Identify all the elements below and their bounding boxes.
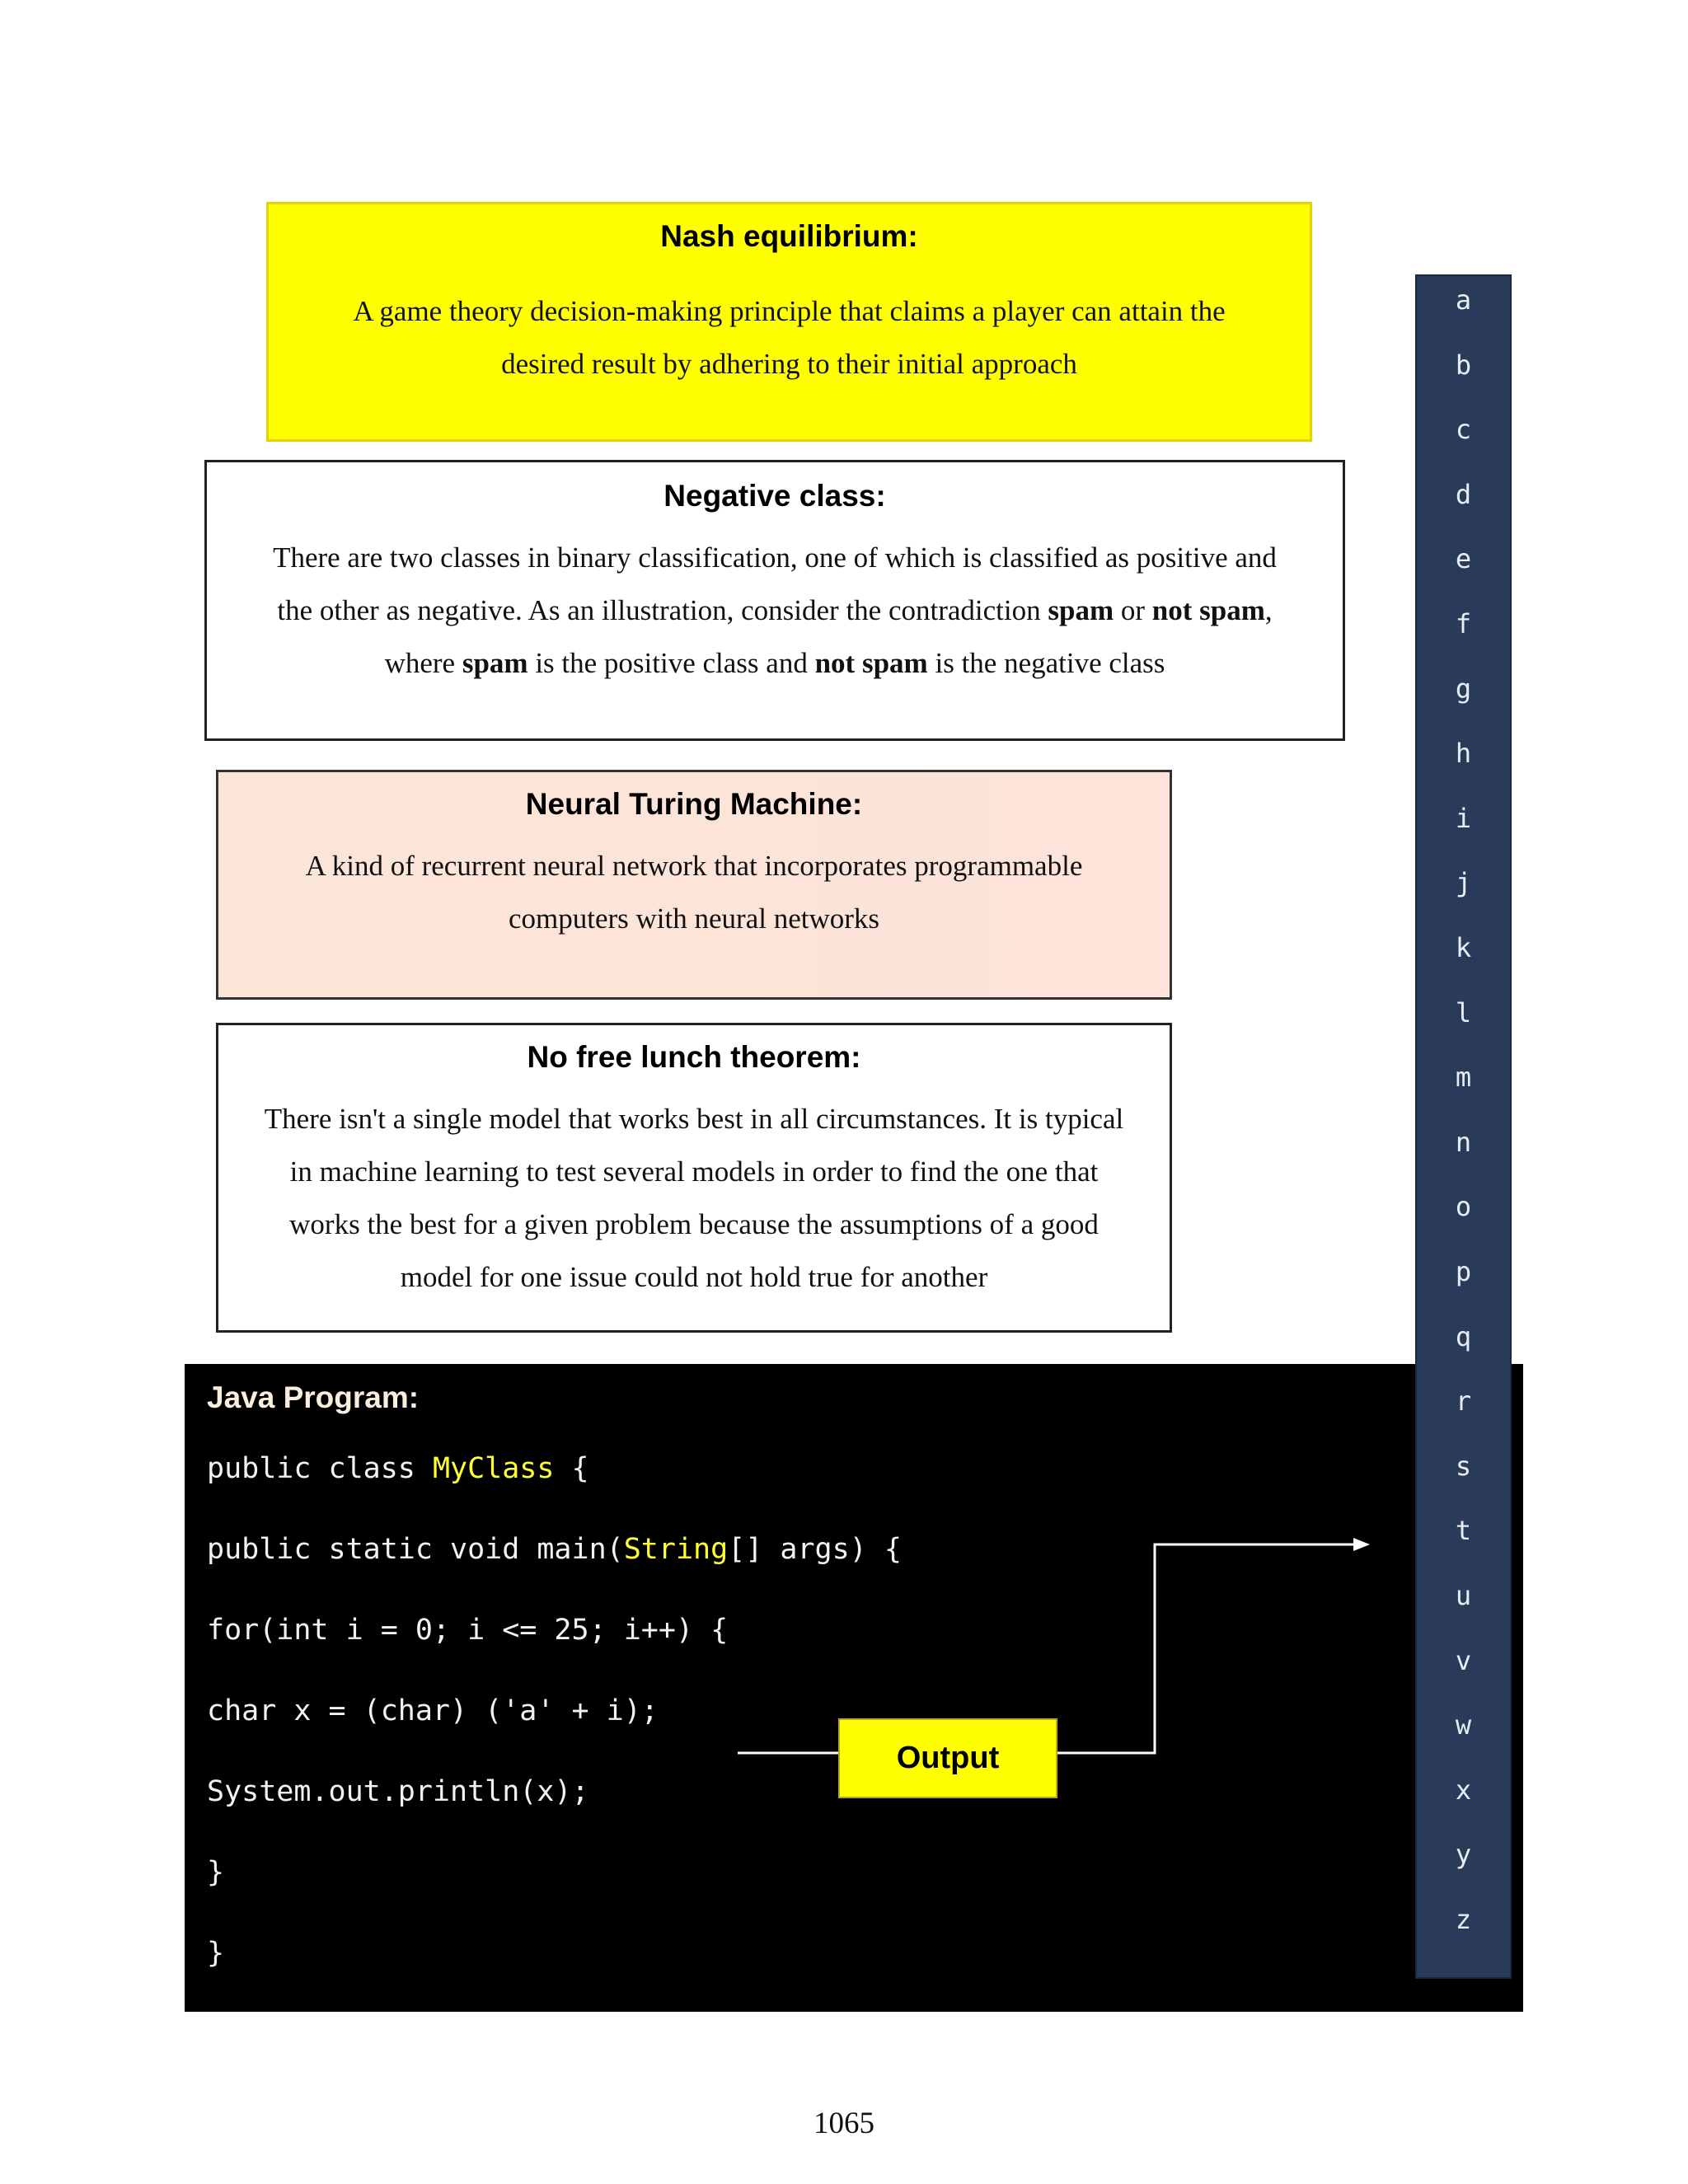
arrowhead-icon — [1353, 1538, 1370, 1551]
alphabet-letter: e — [1455, 543, 1472, 575]
code-line-5: System.out.println(x); — [207, 1775, 589, 1808]
negative-line-2: the other as negative. As an illustration, consider the contradiction spam or not spam, — [277, 594, 1273, 626]
no-free-lunch-title: No free lunch theorem: — [527, 1040, 861, 1074]
connector-right-line — [1057, 1544, 1358, 1753]
code-line-7: } — [207, 1937, 225, 1970]
code-line-4: char x = (char) ('a' + i); — [207, 1694, 659, 1727]
alphabet-letter: m — [1455, 1062, 1472, 1094]
output-label: Output — [838, 1718, 1057, 1798]
alphabet-letter: r — [1455, 1385, 1472, 1418]
alphabet-letter: b — [1455, 349, 1472, 381]
alphabet-letter: f — [1455, 608, 1472, 640]
alphabet-letter: x — [1455, 1774, 1472, 1806]
alphabet-letter: w — [1455, 1709, 1472, 1741]
alphabet-letter: y — [1455, 1839, 1472, 1871]
java-program-title: Java Program: — [207, 1380, 420, 1414]
alphabet-letter: l — [1455, 996, 1472, 1029]
alphabet-letter: k — [1455, 932, 1472, 963]
alphabet-letter: u — [1455, 1580, 1472, 1611]
nash-line-2: desired result by adhering to their initial approach — [501, 348, 1077, 380]
ntm-line-1: A kind of recurrent neural network that incorporates programmable — [305, 850, 1083, 882]
code-line-1: public class MyClass { — [207, 1452, 589, 1485]
code-line-2: public static void main(String[] args) { — [207, 1533, 902, 1566]
nfl-line-2: in machine learning to test several models in order to find the one that — [289, 1155, 1099, 1188]
alphabet-letter: o — [1455, 1191, 1472, 1223]
code-line-6: } — [207, 1856, 225, 1889]
page-number: 1065 — [814, 2107, 874, 2140]
alphabet-letter: i — [1455, 802, 1472, 834]
neural-turing-machine-title: Neural Turing Machine: — [525, 787, 863, 821]
alphabet-letter: c — [1455, 414, 1472, 446]
alphabet-letter: t — [1455, 1515, 1472, 1547]
alphabet-letter: n — [1455, 1126, 1472, 1158]
alphabet-letter: z — [1455, 1904, 1472, 1935]
alphabet-letter: s — [1455, 1450, 1472, 1482]
alphabet-letter: v — [1455, 1644, 1472, 1676]
nfl-line-3: works the best for a given problem because the assumptions of a good — [289, 1208, 1099, 1240]
alphabet-letter: d — [1455, 478, 1472, 510]
negative-line-3: where spam is the positive class and not spam is the negative class — [384, 647, 1165, 679]
alphabet-output-column — [1415, 274, 1512, 1979]
nfl-line-4: model for one issue could not hold true for another — [400, 1261, 988, 1293]
nash-equilibrium-title: Nash equilibrium: — [660, 219, 918, 253]
negative-class-title: Negative class: — [663, 479, 886, 513]
code-line-3: for(int i = 0; i <= 25; i++) { — [207, 1614, 729, 1647]
alphabet-letter: j — [1455, 867, 1472, 899]
alphabet-letter: p — [1455, 1256, 1472, 1287]
ntm-line-2: computers with neural networks — [508, 902, 880, 935]
alphabet-letter: g — [1455, 673, 1472, 705]
alphabet-letter: h — [1455, 738, 1472, 770]
nash-line-1: A game theory decision-making principle that claims a player can attain the — [353, 295, 1226, 327]
alphabet-letter: q — [1455, 1320, 1472, 1352]
nfl-line-1: There isn't a single model that works best in all circumstances. It is typical — [264, 1103, 1124, 1135]
alphabet-letter: a — [1455, 284, 1472, 316]
negative-line-1: There are two classes in binary classification, one of which is classified as positive and — [273, 541, 1277, 574]
